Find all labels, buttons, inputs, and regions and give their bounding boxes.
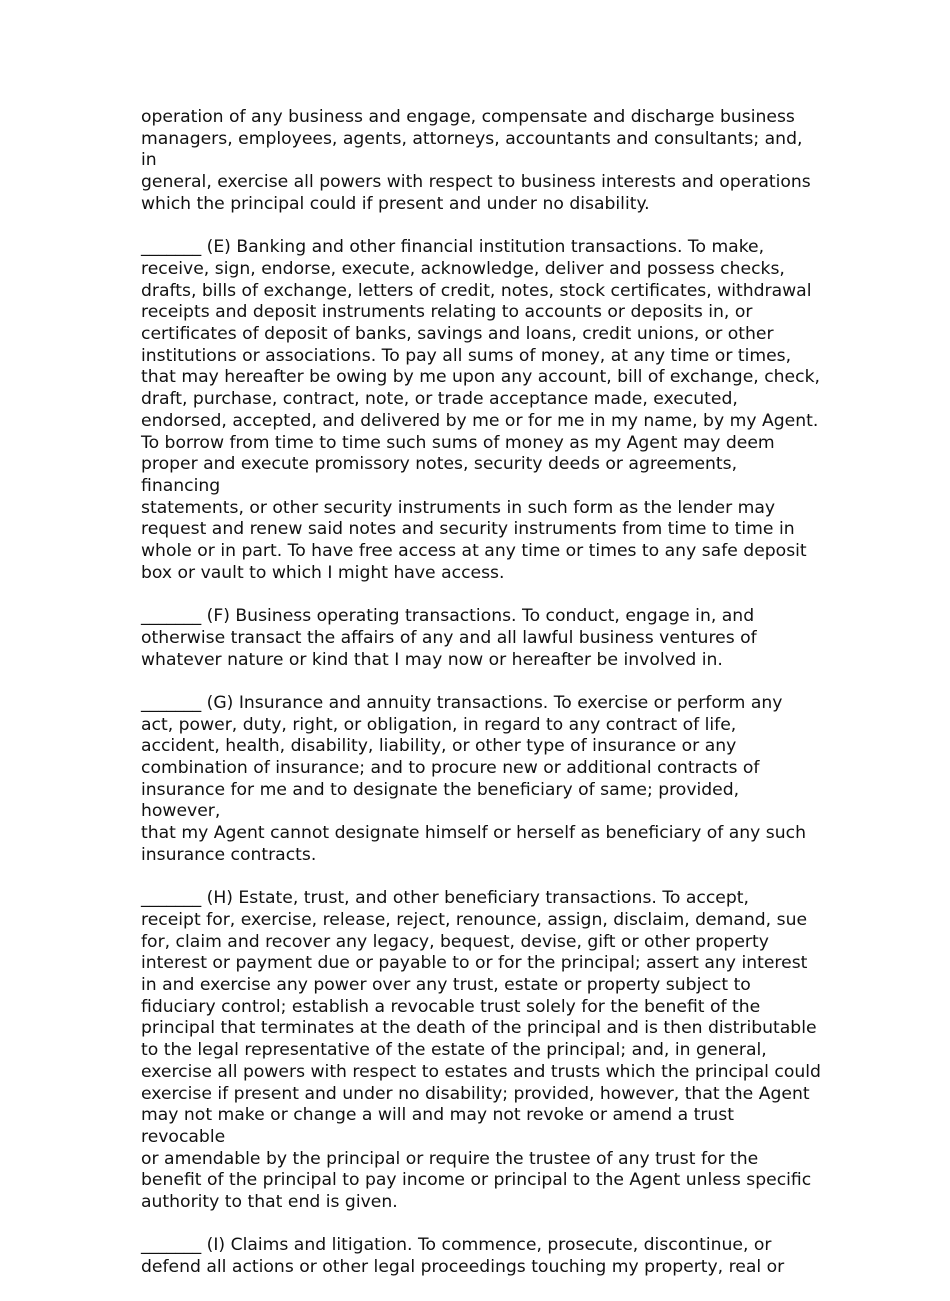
section-g-insurance: _______ (G) Insurance and annuity transactions. To exercise or perform any act, power, duty, right, or obligation, in regard to any contract of life, accident, health, disability, liability, or other type of insurance or any combination of insurance; and to procure new or additional contracts of insurance for me and to designate the beneficiary of same; provided, however, that my Agent cannot designate himself or herself as beneficiary of any such insurance contracts.	[141, 692, 806, 865]
business-powers-continuation: operation of any business and engage, compensate and discharge business managers, employees, agents, attorneys, accountants and consultants; and, in general, exercise all powers with respect to business interests and operations which the principal could if present and under no disability.	[141, 107, 811, 214]
section-h-estate-trust: _______ (H) Estate, trust, and other beneficiary transactions. To accept, receipt for, exercise, release, reject, renounce, assign, disclaim, demand, sue for, claim and recover any legacy, bequest, devise, gift or other property interest or payment due or payable to or for the principal; assert any interest in and exercise any power over any trust, estate or property subject to fiduciary control; establish a revocable trust solely for the benefit of the principal that terminates at the death of the principal and is then distributable to the legal representative of the estate of the principal; and, in general, exercise all powers with respect to estates and trusts which the principal could exercise if present and under no disability; provided, however, that the Agent may not make or change a will and may not revoke or amend a trust revocable or amendable by the principal or require the trustee of any trust for the benefit of the principal to pay income or principal to the Agent unless specific authority to that end is given.	[141, 888, 821, 1213]
section-i-claims-litigation: _______ (I) Claims and litigation. To commence, prosecute, discontinue, or defend all actions or other legal proceedings touching my property, real or	[141, 1235, 785, 1278]
document-page	[141, 107, 821, 1301]
section-f-business-operating: _______ (F) Business operating transactions. To conduct, engage in, and otherwise transact the affairs of any and all lawful business ventures of whatever nature or kind that I may now or hereafter be involved in.	[141, 606, 757, 670]
section-e-banking: _______ (E) Banking and other financial institution transactions. To make, receive, sign, endorse, execute, acknowledge, deliver and possess checks, drafts, bills of exchange, letters of credit, notes, stock certificates, withdrawal receipts and deposit instruments relating to accounts or deposits in, or certificates of deposit of banks, savings and loans, credit unions, or other institutions or associations. To pay all sums of money, at any time or times, that may hereafter be owing by me upon any account, bill of exchange, check, draft, purchase, contract, note, or trade acceptance made, executed, endorsed, accepted, and delivered by me or for me in my name, by my Agent. To borrow from time to time such sums of money as my Agent may deem proper and execute promissory notes, security deeds or agreements, financing statements, or other security instruments in such form as the lender may request and renew said notes and security instruments from time to time in whole or in part. To have free access at any time or times to any safe deposit box or vault to which I might have access.	[141, 237, 820, 583]
